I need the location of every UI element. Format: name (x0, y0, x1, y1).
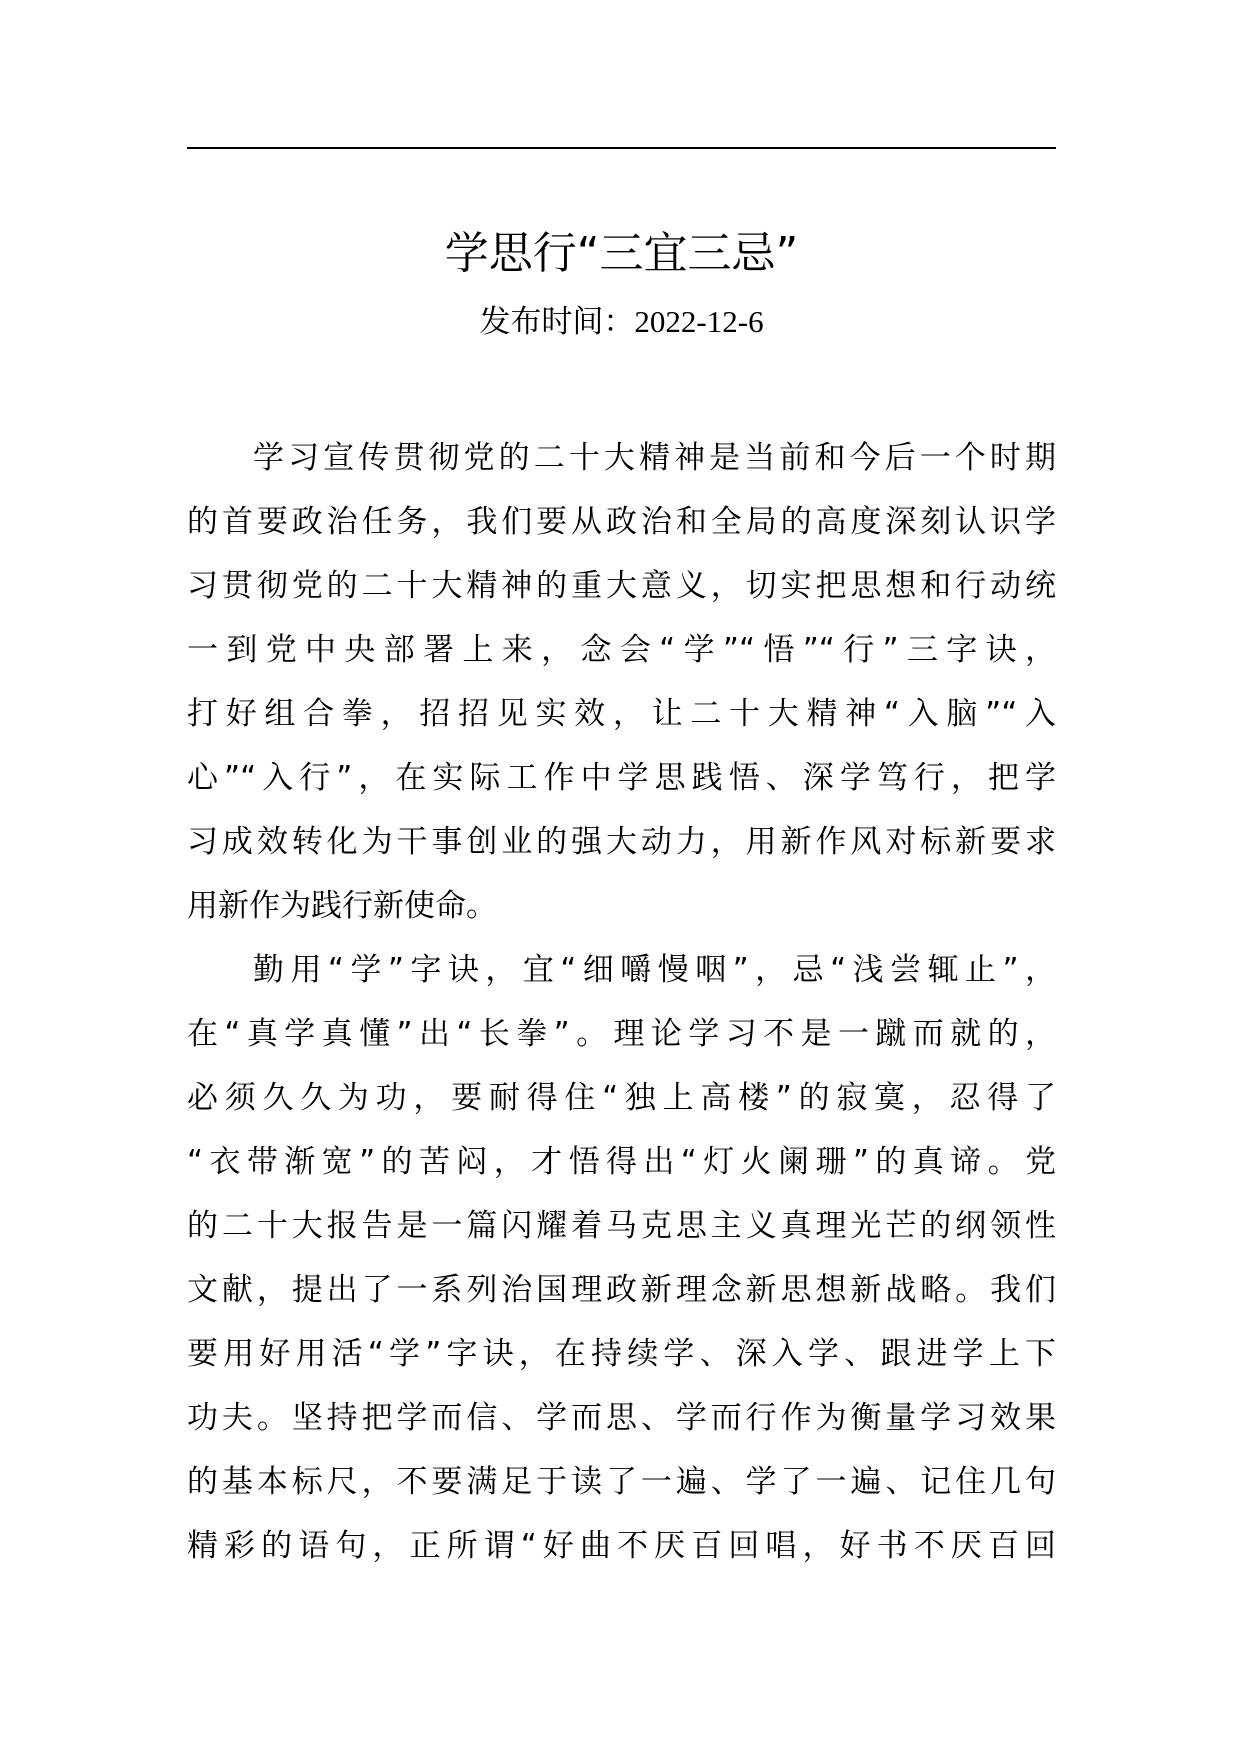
paragraph-line: “衣带渐宽”的苦闷，才悟得出“灯火阑珊”的真谛。党 (187, 1144, 1056, 1180)
paragraph-line: 一到党中央部署上来，念会“学”“悟”“行”三字诀， (187, 632, 1056, 668)
document-body (187, 426, 1056, 1578)
paragraph-line: 要用好用活“学”字诀，在持续学、深入学、跟进学上下 (187, 1336, 1056, 1372)
paragraph-line: 习成效转化为干事创业的强大动力，用新作风对标新要求 (187, 824, 1056, 860)
header-rule (187, 147, 1056, 149)
paragraph-line: 习贯彻党的二十大精神的重大意义，切实把思想和行动统 (187, 568, 1056, 604)
paragraph-line: 的首要政治任务，我们要从政治和全局的高度深刻认识学 (187, 504, 1056, 540)
paragraph-line: 文献，提出了一系列治国理政新理念新思想新战略。我们 (187, 1272, 1056, 1308)
document-title: 学思行“三宜三忌” (444, 228, 799, 279)
paragraph-line: 勤用“学”字诀，宜“细嚼慢咽”，忌“浅尝辄止”， (253, 952, 1056, 988)
paragraph-line: 的二十大报告是一篇闪耀着马克思主义真理光芒的纲领性 (187, 1208, 1056, 1244)
publish-date-label: 发布时间： (479, 304, 635, 340)
paragraph-1 (187, 426, 1056, 938)
paragraph-line: 用新作为践行新使命。 (187, 888, 497, 924)
paragraph-line: 功夫。坚持把学而信、学而思、学而行作为衡量学习效果 (187, 1400, 1056, 1436)
paragraph-2 (187, 938, 1056, 1578)
paragraph-line: 必须久久为功，要耐得住“独上高楼”的寂寞，忍得了 (187, 1080, 1056, 1116)
paragraph-line: 在“真学真懂”出“长拳”。理论学习不是一蹴而就的， (187, 1016, 1056, 1052)
paragraph-line: 的基本标尺，不要满足于读了一遍、学了一遍、记住几句 (187, 1464, 1056, 1500)
paragraph-line: 心”“入行”，在实际工作中学思践悟、深学笃行，把学 (187, 760, 1056, 796)
paragraph-line: 学习宣传贯彻党的二十大精神是当前和今后一个时期 (253, 440, 1056, 476)
paragraph-line: 打好组合拳，招招见实效，让二十大精神“入脑”“入 (187, 696, 1056, 732)
publish-date-value: 2022-12-6 (634, 304, 764, 339)
publish-date-line (187, 300, 1056, 344)
paragraph-line: 精彩的语句，正所谓“好曲不厌百回唱，好书不厌百回 (187, 1528, 1056, 1564)
